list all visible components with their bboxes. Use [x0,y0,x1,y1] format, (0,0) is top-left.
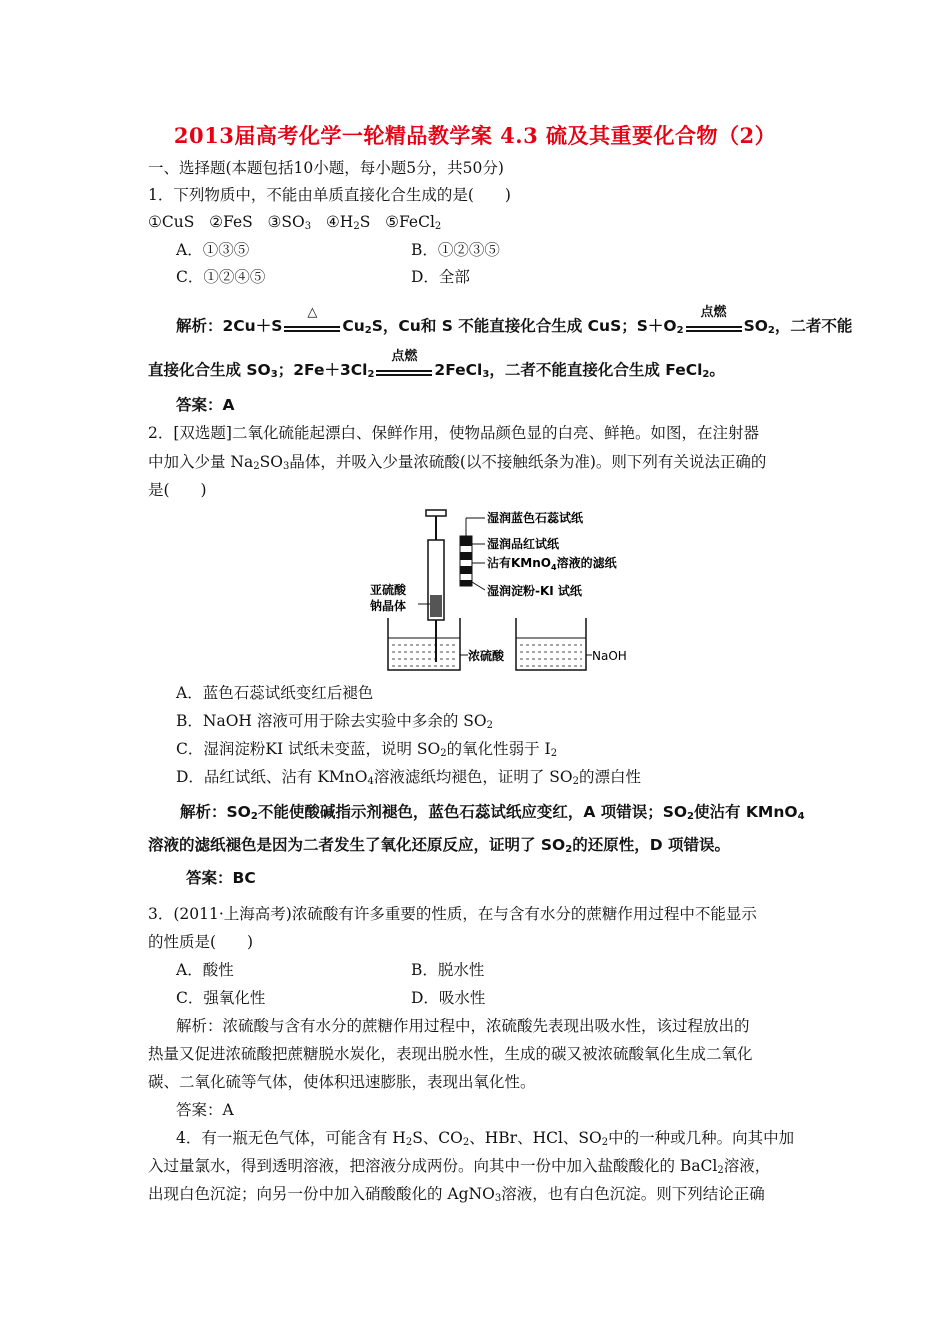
q3-analysis-line1: 解析：浓硫酸与含有水分的蔗糖作用过程中，浓硫酸先表现出吸水性，该过程放出的 [176,1017,750,1035]
q3-option-a: A．酸性 [176,961,234,979]
q2-option-c: C．湿润淀粉KI 试纸未变蓝，说明 $SO_2$的氧化性弱于 $I_2$ [176,740,558,759]
ignite-condition-sign: 点燃 [686,317,742,337]
label-naoh: NaOH [592,649,627,663]
q3-option-b: B．脱水性 [411,961,485,979]
q3-answer: 答案：A [176,1101,234,1119]
label-conc-sulfuric: 浓硫酸 [468,649,505,663]
q3-option-d: D．吸水性 [411,989,486,1007]
q1-option-b: B．①②③⑤ [411,241,500,259]
label-starch-ki-paper: 湿润淀粉-KI 试纸 [487,584,582,598]
q3-analysis-line3: 碳、二氧化硫等气体，使体积迅速膨胀，表现出氧化性。 [148,1073,536,1091]
q1-stem: 1．下列物质中，不能由单质直接化合生成的是( ) [148,186,511,204]
q3-stem-line1: 3．(2011·上海高考)浓硫酸有许多重要的性质，在与含有水分的蔗糖作用过程中不能显示 [148,905,757,923]
q2-stem-line3: 是( ) [148,481,207,499]
q2-answer: 答案：BC [186,869,256,887]
label-kmno4-paper: 沾有KMnO$_4$溶液的滤纸 [487,556,617,572]
q1-analysis-line2: 直接化合生成 $SO_3$；$2Fe+3Cl_2$ 点燃 2FeCl$_3$，二者不能直接化合生成 FeCl$_2$。 [148,348,725,380]
q1-option-d: D．全部 [411,268,470,286]
q4-stem-line1: 4．有一瓶无色气体，可能含有 $H_2S$、$CO_2$、HBr、HCl、$SO_2$中的一种或几种。向其中加 [176,1129,795,1148]
experiment-apparatus-figure [360,500,627,680]
q4-stem-line3: 出现白色沉淀；向另一份中加入硝酸酸化的 AgNO$_3$溶液，也有白色沉淀。则下列结论正确 [148,1185,765,1204]
q1-items: ①CuS ②FeS $③SO_3$ $④H_2S$ ⑤FeCl$_2$ [148,213,442,232]
q2-stem-line1: 2．[双选题]二氧化硫能起漂白、保鲜作用，使物品颜色显的白亮、鲜艳。如图，在注射器 [148,424,759,442]
q2-option-a: A．蓝色石蕊试纸变红后褪色 [176,684,374,702]
q3-analysis-line2: 热量又促进浓硫酸把蔗糖脱水炭化，表现出脱水性，生成的碳又被浓硫酸氧化生成二氧化 [148,1045,753,1063]
q1-option-c: C．①②④⑤ [176,268,266,286]
q2-stem-line2: 中加入少量 $Na_2SO_3$晶体，并吸入少量浓硫酸(以不接触纸条为准)。则下列有关说法正确的 [148,453,767,472]
q3-stem-line2: 的性质是( ) [148,933,254,951]
ignite-condition-sign: 点燃 [376,361,432,381]
label-magenta-paper: 湿润品红试纸 [487,537,560,551]
q4-stem-line2: 入过量氯水，得到透明溶液，把溶液分成两份。向其中一份中加入盐酸酸化的 BaCl$_2$溶液， [148,1157,771,1176]
q2-analysis-line2: 溶液的滤纸褪色是因为二者发生了氧化还原反应，证明了 $SO_2$的还原性，D 项错误。 [148,836,730,855]
q3-option-c: C．强氧化性 [176,989,266,1007]
q2-option-d: D．品红试纸、沾有 KMnO$_4$溶液滤纸均褪色，证明了 $SO_2$的漂白性 [176,768,642,787]
heat-condition-sign: △ [284,317,340,337]
q1-answer: 答案：A [176,396,235,414]
q2-analysis-line1: 解析：$SO_2$不能使酸碱指示剂褪色，蓝色石蕊试纸应变红，A 项错误；$SO_2$使沾有 KMnO$_4$ [180,803,805,822]
label-crystal: 钠晶体 [370,599,407,613]
label-sodium-sulfite: 亚硫酸 [370,583,407,597]
label-blue-litmus: 湿润蓝色石蕊试纸 [487,511,584,525]
q2-option-b: B．NaOH 溶液可用于除去实验中多余的 $SO_2$ [176,712,493,731]
section-heading: 一、选择题(本题包括10小题，每小题5分，共50分) [148,159,504,177]
q1-option-a: A．①③⑤ [176,241,250,259]
document-title: 2013届高考化学一轮精品教学案 4.3 硫及其重要化合物（2） [173,123,777,148]
q1-analysis-line1: 解析：2Cu＋S △ $Cu_2S$，Cu和 S 不能直接化合生成 CuS；$S+O_2$ 点燃 $SO_2$，二者不能 [176,304,853,336]
